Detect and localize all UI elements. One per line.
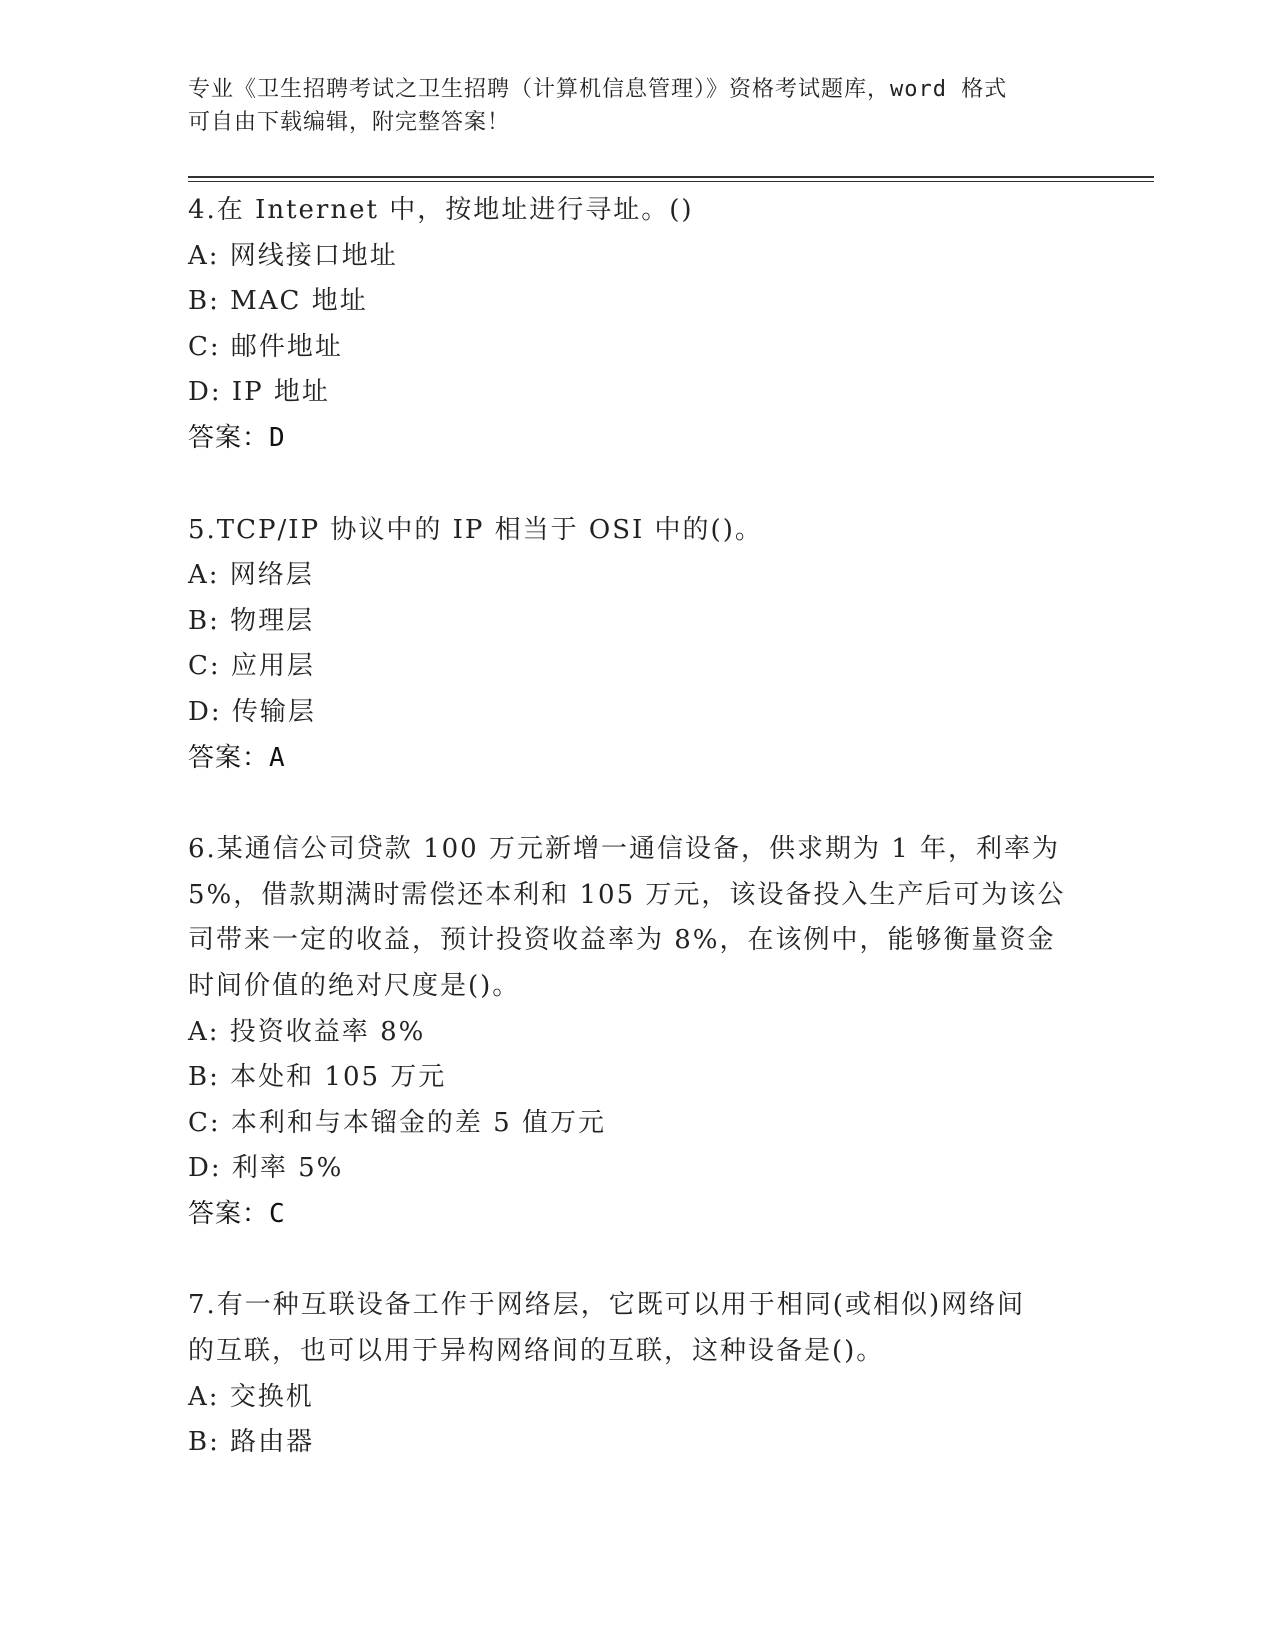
question-6 [188, 827, 1068, 1237]
option-d: D: 利率 5% [188, 1153, 344, 1184]
question-text-line-2: 5%，借款期满时需偿还本利和 105 万元，该设备投入生产后可为该公 [188, 879, 1066, 910]
question-text-line-4: 时间价值的绝对尺度是()。 [188, 970, 521, 1001]
option-c: C: 本利和与本镏金的差 5 值万元 [188, 1107, 606, 1138]
question-7 [188, 1283, 1068, 1465]
option-b: B: 本处和 105 万元 [188, 1062, 447, 1093]
question-text-line-3: 司带来一定的收益，预计投资收益率为 8%，在该例中，能够衡量资金 [188, 925, 1056, 956]
question-text-line-2: 的互联，也可以用于异构网络间的互联，这种设备是()。 [188, 1336, 885, 1367]
answer-line: 答案：D [188, 422, 286, 453]
option-d: D: 传输层 [188, 696, 316, 727]
answer-line: 答案：A [188, 742, 286, 773]
header-divider-thick [188, 176, 1154, 178]
option-c: C: 邮件地址 [188, 331, 343, 362]
question-text: 4.在 Internet 中，按地址进行寻址。() [188, 195, 694, 225]
option-b: B: 路由器 [188, 1427, 315, 1458]
question-text-line-1: 6.某通信公司贷款 100 万元新增一通信设备，供求期为 1 年，利率为 [188, 834, 1061, 865]
question-list [188, 188, 1068, 1512]
question-5 [188, 508, 1068, 782]
question-4 [188, 188, 1068, 462]
option-b: B: 物理层 [188, 605, 315, 636]
header-title-line-2: 可自由下载编辑，附完整答案！ [188, 110, 511, 135]
header-divider-thin [188, 181, 1154, 182]
question-text: 5.TCP/IP 协议中的 IP 相当于 OSI 中的()。 [188, 514, 763, 545]
document-header [188, 73, 1068, 139]
option-d: D: IP 地址 [188, 377, 330, 408]
option-a: A: 网线接口地址 [188, 240, 398, 271]
question-text-line-1: 7.有一种互联设备工作于网络层，它既可以用于相同(或相似)网络间 [188, 1290, 1026, 1321]
option-b: B: MAC 地址 [188, 286, 368, 317]
option-c: C: 应用层 [188, 651, 315, 682]
option-a: A: 投资收益率 8% [188, 1016, 426, 1047]
option-a: A: 交换机 [188, 1381, 314, 1412]
header-title-line-1: 专业《卫生招聘考试之卫生招聘（计算机信息管理）》资格考试题库，word 格式 [188, 77, 1008, 102]
option-a: A: 网络层 [188, 560, 314, 591]
answer-line: 答案：C [188, 1198, 286, 1229]
